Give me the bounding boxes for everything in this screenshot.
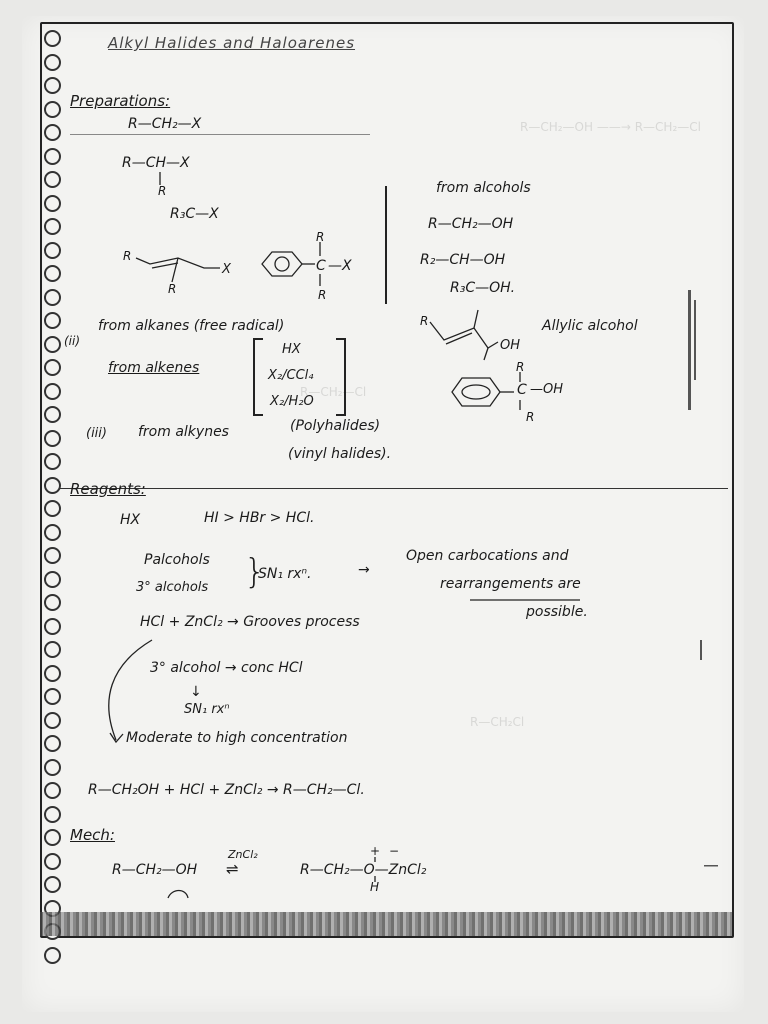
spiral-ring (44, 735, 61, 752)
reagent-item: X₂/CCl₄ (268, 368, 314, 383)
bracket-right (336, 338, 346, 416)
lucas-reagent: HCl + ZnCl₂ → Grooves process (140, 614, 360, 630)
alcohol-tertiary: R₃C—OH. (450, 280, 516, 296)
page-title: Alkyl Halides and Haloarenes (108, 34, 356, 52)
note-possible: possible. (526, 604, 588, 620)
spiral-ring (44, 124, 61, 141)
spiral-ring (44, 289, 61, 306)
vinyl-r-label: R (168, 282, 177, 296)
spiral-ring (44, 218, 61, 235)
benzylic-carbon: C (517, 382, 527, 398)
spiral-ring (44, 453, 61, 470)
benzyl-carbon: C (316, 258, 326, 274)
allylic-oh-label: OH (500, 338, 521, 353)
benzyl-r-bottom: R (318, 288, 327, 302)
substituent-r: R (158, 184, 167, 198)
hydrogen-label: H (370, 880, 380, 894)
bleed-through-text: R—CH₂—OH ——→ R—CH₂—Cl (520, 120, 701, 134)
spiral-ring (44, 618, 61, 635)
note-open-carbocations: Open carbocations and (406, 548, 569, 564)
spiral-ring (44, 665, 61, 682)
alcohol-type: Palcohols (144, 552, 210, 568)
divider (60, 488, 728, 489)
item-number: (ii) (64, 334, 81, 348)
spiral-ring (44, 829, 61, 846)
down-arrow: ↓ (190, 684, 202, 700)
spiral-ring (44, 571, 61, 588)
formula-primary-halide: R—CH₂—X (128, 116, 202, 132)
mechanism-product: R—CH₂—O—ZnCl₂ (300, 862, 427, 878)
spiral-ring (44, 242, 61, 259)
charge-minus: − (389, 844, 400, 858)
alcohol-secondary: R₂—CH—OH (420, 252, 506, 268)
charge-plus: + (370, 844, 381, 858)
bleed-through-text: R—CH₂—Cl (300, 385, 367, 399)
spiral-ring (44, 641, 61, 658)
spiral-ring (44, 383, 61, 400)
spiral-ring (44, 265, 61, 282)
spiral-ring (44, 947, 61, 964)
reactivity-order: HI > HBr > HCl. (204, 510, 315, 526)
allylic-alcohol-label: Allylic alcohol (542, 318, 638, 334)
spiral-ring (44, 594, 61, 611)
mechanism-sn1: SN₁ rxⁿ. (258, 566, 312, 582)
spiral-ring (44, 195, 61, 212)
spiral-ring (44, 30, 61, 47)
tertiary-alcohol-note: 3° alcohol → conc HCl (150, 660, 303, 676)
spiral-ring (44, 336, 61, 353)
reaction-equation: R—CH₂OH + HCl + ZnCl₂ → R—CH₂—Cl. (88, 782, 365, 798)
section-heading-reagents: Reagents: (70, 480, 146, 498)
bracket-left (253, 338, 263, 416)
catalyst-label: ZnCl₂ (228, 848, 258, 861)
spiral-ring (44, 782, 61, 799)
spiral-ring (44, 524, 61, 541)
spiral-ring (44, 77, 61, 94)
divider (70, 134, 370, 135)
spiral-ring (44, 500, 61, 517)
bleed-through-text: R—CH₂Cl (470, 715, 525, 729)
spiral-ring (44, 359, 61, 376)
formula-secondary-halide: R—CH—X (122, 155, 190, 171)
mechanism-sn1: SN₁ rxⁿ (184, 702, 230, 717)
alcohol-type: 3° alcohols (136, 580, 209, 595)
note-polyhalides: (Polyhalides) (290, 418, 381, 434)
scan-noise-band (40, 912, 732, 936)
method-from-alkynes: from alkynes (138, 424, 229, 440)
spiral-ring (44, 876, 61, 893)
reagent-item: X₂/H₂O (270, 394, 314, 409)
spiral-ring (44, 547, 61, 564)
note-rearrangements: rearrangements are (440, 576, 581, 592)
method-from-alkenes: from alkenes (108, 360, 200, 376)
spiral-ring (44, 477, 61, 494)
reagent-item: HX (282, 342, 301, 357)
heading-from-alcohols: from alcohols (436, 180, 531, 196)
formula-tertiary-halide: R₃C—X (170, 206, 219, 222)
vinyl-r-label: R (123, 249, 132, 263)
spiral-ring (44, 430, 61, 447)
section-heading-mechanism: Mech: (70, 826, 115, 844)
section-heading-preparations: Preparations: (70, 92, 171, 110)
benzylic-r-bottom: R (526, 410, 535, 424)
benzylic-r-top: R (516, 360, 525, 374)
alcohol-primary: R—CH₂—OH (428, 216, 514, 232)
equilibrium-arrow: ⇌ (226, 860, 239, 878)
reagent-hx: HX (120, 512, 141, 528)
benzylic-oh: —OH (530, 382, 564, 397)
benzyl-r-top: R (316, 230, 325, 244)
note-concentration: Moderate to high concentration (126, 730, 348, 746)
spiral-ring (44, 712, 61, 729)
arrow: → (358, 562, 370, 578)
note-vinyl-halides: (vinyl halides). (288, 446, 392, 462)
spiral-ring (44, 171, 61, 188)
vinyl-x-label: X (222, 262, 231, 277)
spiral-ring (44, 688, 61, 705)
spiral-ring (44, 101, 61, 118)
allylic-r-label: R (420, 314, 429, 328)
benzyl-x: —X (328, 258, 352, 274)
spiral-ring (44, 853, 61, 870)
spiral-ring (44, 806, 61, 823)
brace: } (244, 552, 266, 592)
spiral-ring (44, 759, 61, 776)
method-from-alkanes: from alkanes (free radical) (98, 318, 285, 334)
spiral-ring (44, 312, 61, 329)
item-number: (iii) (86, 426, 107, 441)
mechanism-reactant: R—CH₂—OH (112, 862, 198, 878)
spiral-ring (44, 54, 61, 71)
spiral-ring (44, 148, 61, 165)
spiral-ring (44, 406, 61, 423)
column-divider (385, 186, 387, 304)
